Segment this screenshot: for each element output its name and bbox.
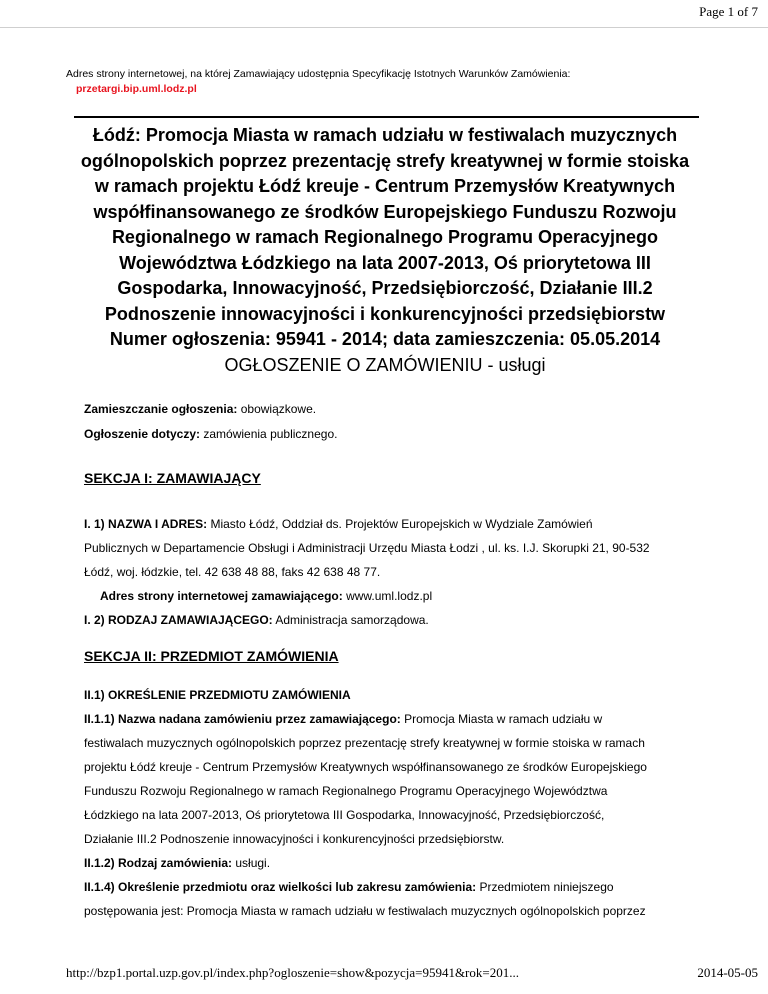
title-line: Regionalnego w ramach Regionalnego Programu Operacyjnego: [111, 227, 659, 247]
top-divider: [0, 27, 768, 28]
footer-date: 2014-05-05: [697, 965, 758, 980]
section-1-title: SEKCJA I: ZAMAWIAJĄCY: [84, 470, 261, 486]
title-line: Łódź: Promocja Miasta w ramach udziału w festiwalach muzycznych: [92, 125, 678, 145]
contract-type-value: usługi.: [232, 856, 271, 870]
address-line: Publicznych w Departamencie Obsługi i Administracji Urzędu Miasta Łodzi , ul. ks. I.J. Skorupki 21, 90-532: [84, 541, 650, 555]
section-2-title: SEKCJA II: PRZEDMIOT ZAMÓWIENIA: [84, 648, 339, 664]
contract-name-line: Działanie III.2 Podnoszenie innowacyjności i konkurencyjności przedsiębiorstw.: [84, 832, 505, 846]
scope-line: postępowania jest: Promocja Miasta w ramach udziału w festiwalach muzycznych ogólnopolskich poprzez: [84, 904, 646, 918]
buyer-type-label: I. 2) RODZAJ ZAMAWIAJĄCEGO:: [84, 613, 273, 627]
concerns-value: zamówienia publicznego.: [200, 427, 338, 441]
contract-name-label: II.1.1) Nazwa nadana zamówieniu przez zamawiającego:: [84, 712, 401, 726]
title-line: ogólnopolskich poprzez prezentację strefy kreatywnej w formie stoiska: [80, 150, 690, 171]
subject-heading: II.1) OKREŚLENIE PRZEDMIOTU ZAMÓWIENIA: [84, 688, 351, 702]
contract-name-value: Promocja Miasta w ramach udziału w: [400, 712, 603, 726]
title-line: Województwa Łódzkiego na lata 2007-2013, Oś priorytetowa III: [119, 252, 651, 273]
siwz-address-label: Adres strony internetowej, na której Zamawiający udostępnia Specyfikację Istotnych Warunków Zamówienia:: [66, 68, 571, 80]
concerns-label: Ogłoszenie dotyczy:: [84, 427, 201, 441]
title-line: w ramach projektu Łódź kreuje - Centrum Przemysłów Kreatywnych: [94, 176, 676, 196]
name-address-label: I. 1) NAZWA I ADRES:: [84, 517, 208, 531]
title-line: Podnoszenie innowacyjności i konkurencyjności przedsiębiorstw: [104, 303, 666, 324]
title-line: Gospodarka, Innowacyjność, Przedsiębiorczość, Działanie III.2: [117, 278, 653, 298]
section-2-body: [84, 683, 714, 923]
title-divider: [74, 116, 699, 118]
contract-name-line: Łódzkiego na lata 2007-2013, Oś priorytetowa III Gospodarka, Innowacyjność, Przedsiębiorczość,: [84, 808, 605, 822]
concerns-info: [84, 427, 714, 441]
address-line: Łódź, woj. łódzkie, tel. 42 638 48 88, faks 42 638 48 77.: [84, 565, 381, 579]
website-label: Adres strony internetowej zamawiającego:: [100, 589, 343, 603]
publishing-value: obowiązkowe.: [237, 402, 317, 416]
name-address-value: Miasto Łódź, Oddział ds. Projektów Europejskich w Wydziale Zamówień: [207, 517, 593, 531]
notice-title: [70, 123, 700, 378]
section-1-body: [84, 512, 714, 632]
siwz-address-link[interactable]: przetargi.bip.uml.lodz.pl: [76, 83, 197, 95]
website-value[interactable]: www.uml.lodz.pl: [342, 589, 433, 603]
contract-name-line: Funduszu Rozwoju Regionalnego w ramach Regionalnego Programu Operacyjnego Województwa: [84, 784, 608, 798]
contract-name-line: projektu Łódź kreuje - Centrum Przemysłów Kreatywnych współfinansowanego ze środków Europejskiego: [84, 760, 647, 774]
notice-number-line: Numer ogłoszenia: 95941 - 2014; data zamieszczenia: 05.05.2014: [109, 329, 661, 349]
buyer-type-value: Administracja samorządowa.: [272, 613, 429, 627]
title-line: współfinansowanego ze środków Europejskiego Funduszu Rozwoju: [93, 201, 677, 222]
scope-label: II.1.4) Określenie przedmiotu oraz wielkości lub zakresu zamówienia:: [84, 880, 477, 894]
scope-value: Przedmiotem niniejszego: [476, 880, 614, 894]
contract-type-label: II.1.2) Rodzaj zamówienia:: [84, 856, 233, 870]
contract-name-line: festiwalach muzycznych ogólnopolskich poprzez prezentację strefy kreatywnej w formie stoiska w ramach: [84, 736, 645, 750]
notice-type: OGŁOSZENIE O ZAMÓWIENIU - usługi: [224, 354, 546, 375]
footer-url[interactable]: http://bzp1.portal.uzp.gov.pl/index.php?ogloszenie=show&pozycja=95941&rok=201...: [66, 965, 519, 980]
page-counter: Page 1 of 7: [699, 4, 758, 19]
publishing-label: Zamieszczanie ogłoszenia:: [84, 402, 238, 416]
publishing-info: [84, 402, 714, 416]
